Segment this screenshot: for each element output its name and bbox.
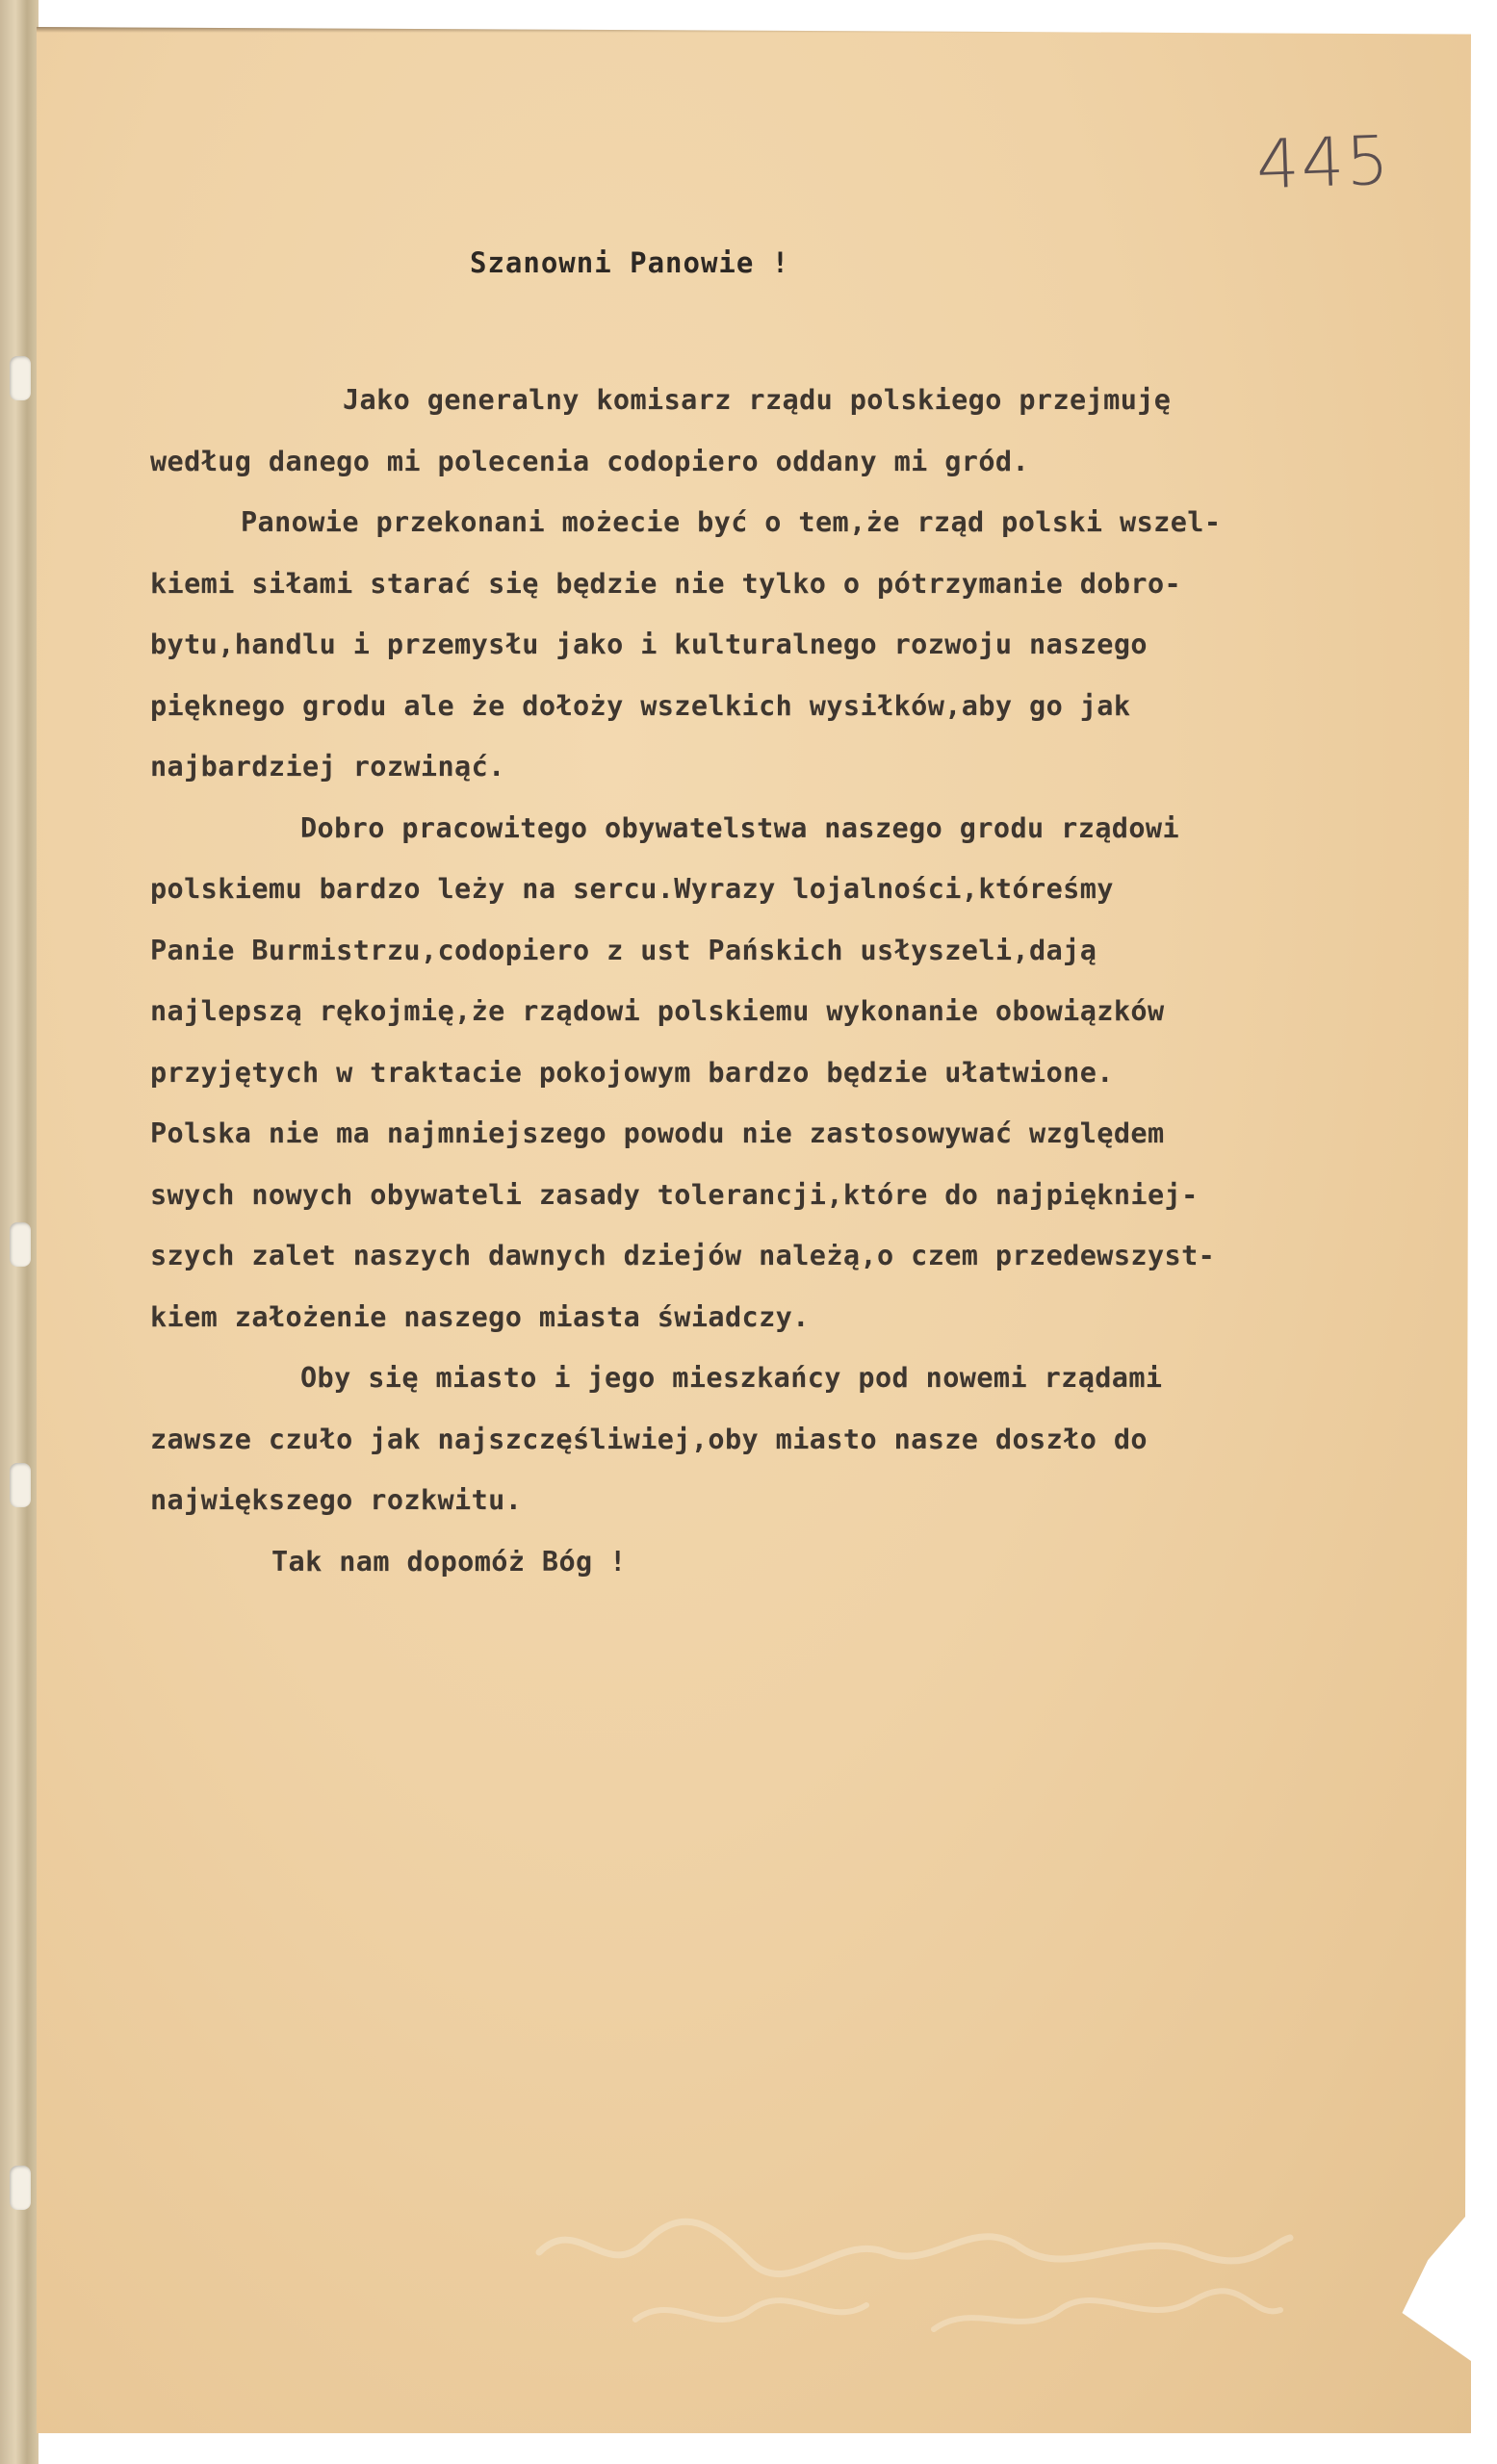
text-line: Dobro pracowitego obywatelstwa naszego grodu rządowi <box>300 811 1180 844</box>
text-line: Panie Burmistrzu,codopiero z ust Pańskich usłyszeli,dają <box>150 934 1097 966</box>
text-line: szych zalet naszych dawnych dziejów należą,o czem przedewszyst- <box>150 1240 1216 1271</box>
text-line: największego rozkwitu. <box>150 1484 523 1516</box>
text-line: kiem założenie naszego miasta świadczy. <box>150 1300 810 1333</box>
binding-hole <box>10 356 31 400</box>
text-line: polskiemu bardzo leży na sercu.Wyrazy lojalności,któreśmy <box>150 873 1114 905</box>
text-line: zawsze czuło jak najszczęśliwiej,oby miasto nasze doszło do <box>150 1423 1148 1455</box>
faded-signature-mark <box>520 2194 1309 2368</box>
text-line: Jako generalny komisarz rządu polskiego przejmuję <box>343 384 1172 416</box>
binding-hole <box>10 1463 31 1507</box>
folio-number: 445 <box>1254 120 1392 205</box>
salutation: Szanowni Panowie ! <box>470 246 790 279</box>
text-line: przyjętych w traktacie pokojowym bardzo będzie ułatwione. <box>150 1056 1114 1089</box>
binding-hole <box>10 2166 31 2210</box>
text-line: kiemi siłami starać się będzie nie tylko o pótrzymanie dobro- <box>150 567 1182 600</box>
text-line: według danego mi polecenia codopiero oddany mi gród. <box>150 445 1030 477</box>
text-line: Polska nie ma najmniejszego powodu nie zastosowywać względem <box>150 1117 1165 1149</box>
text-line: Panowie przekonani możecie być o tem,że rząd polski wszel- <box>241 506 1222 538</box>
text-line: pięknego grodu ale że dołoży wszelkich wysiłków,aby go jak <box>150 689 1131 722</box>
document-body <box>150 370 1440 1592</box>
page-top-edge <box>37 27 1471 33</box>
binding-hole <box>10 1222 31 1267</box>
text-line: Oby się miasto i jego mieszkańcy pod nowemi rządami <box>300 1362 1163 1394</box>
text-line: bytu,handlu i przemysłu jako i kulturalnego rozwoju naszego <box>150 629 1148 660</box>
text-line: swych nowych obywateli zasady tolerancji,które do najpiękniej- <box>150 1178 1199 1211</box>
text-line: najbardziej rozwinąć. <box>150 751 505 783</box>
binding-strip <box>0 0 39 2464</box>
text-line: najlepszą rękojmię,że rządowi polskiemu wykonanie obowiązków <box>150 995 1165 1027</box>
text-line: Tak nam dopomóż Bóg ! <box>271 1545 627 1578</box>
